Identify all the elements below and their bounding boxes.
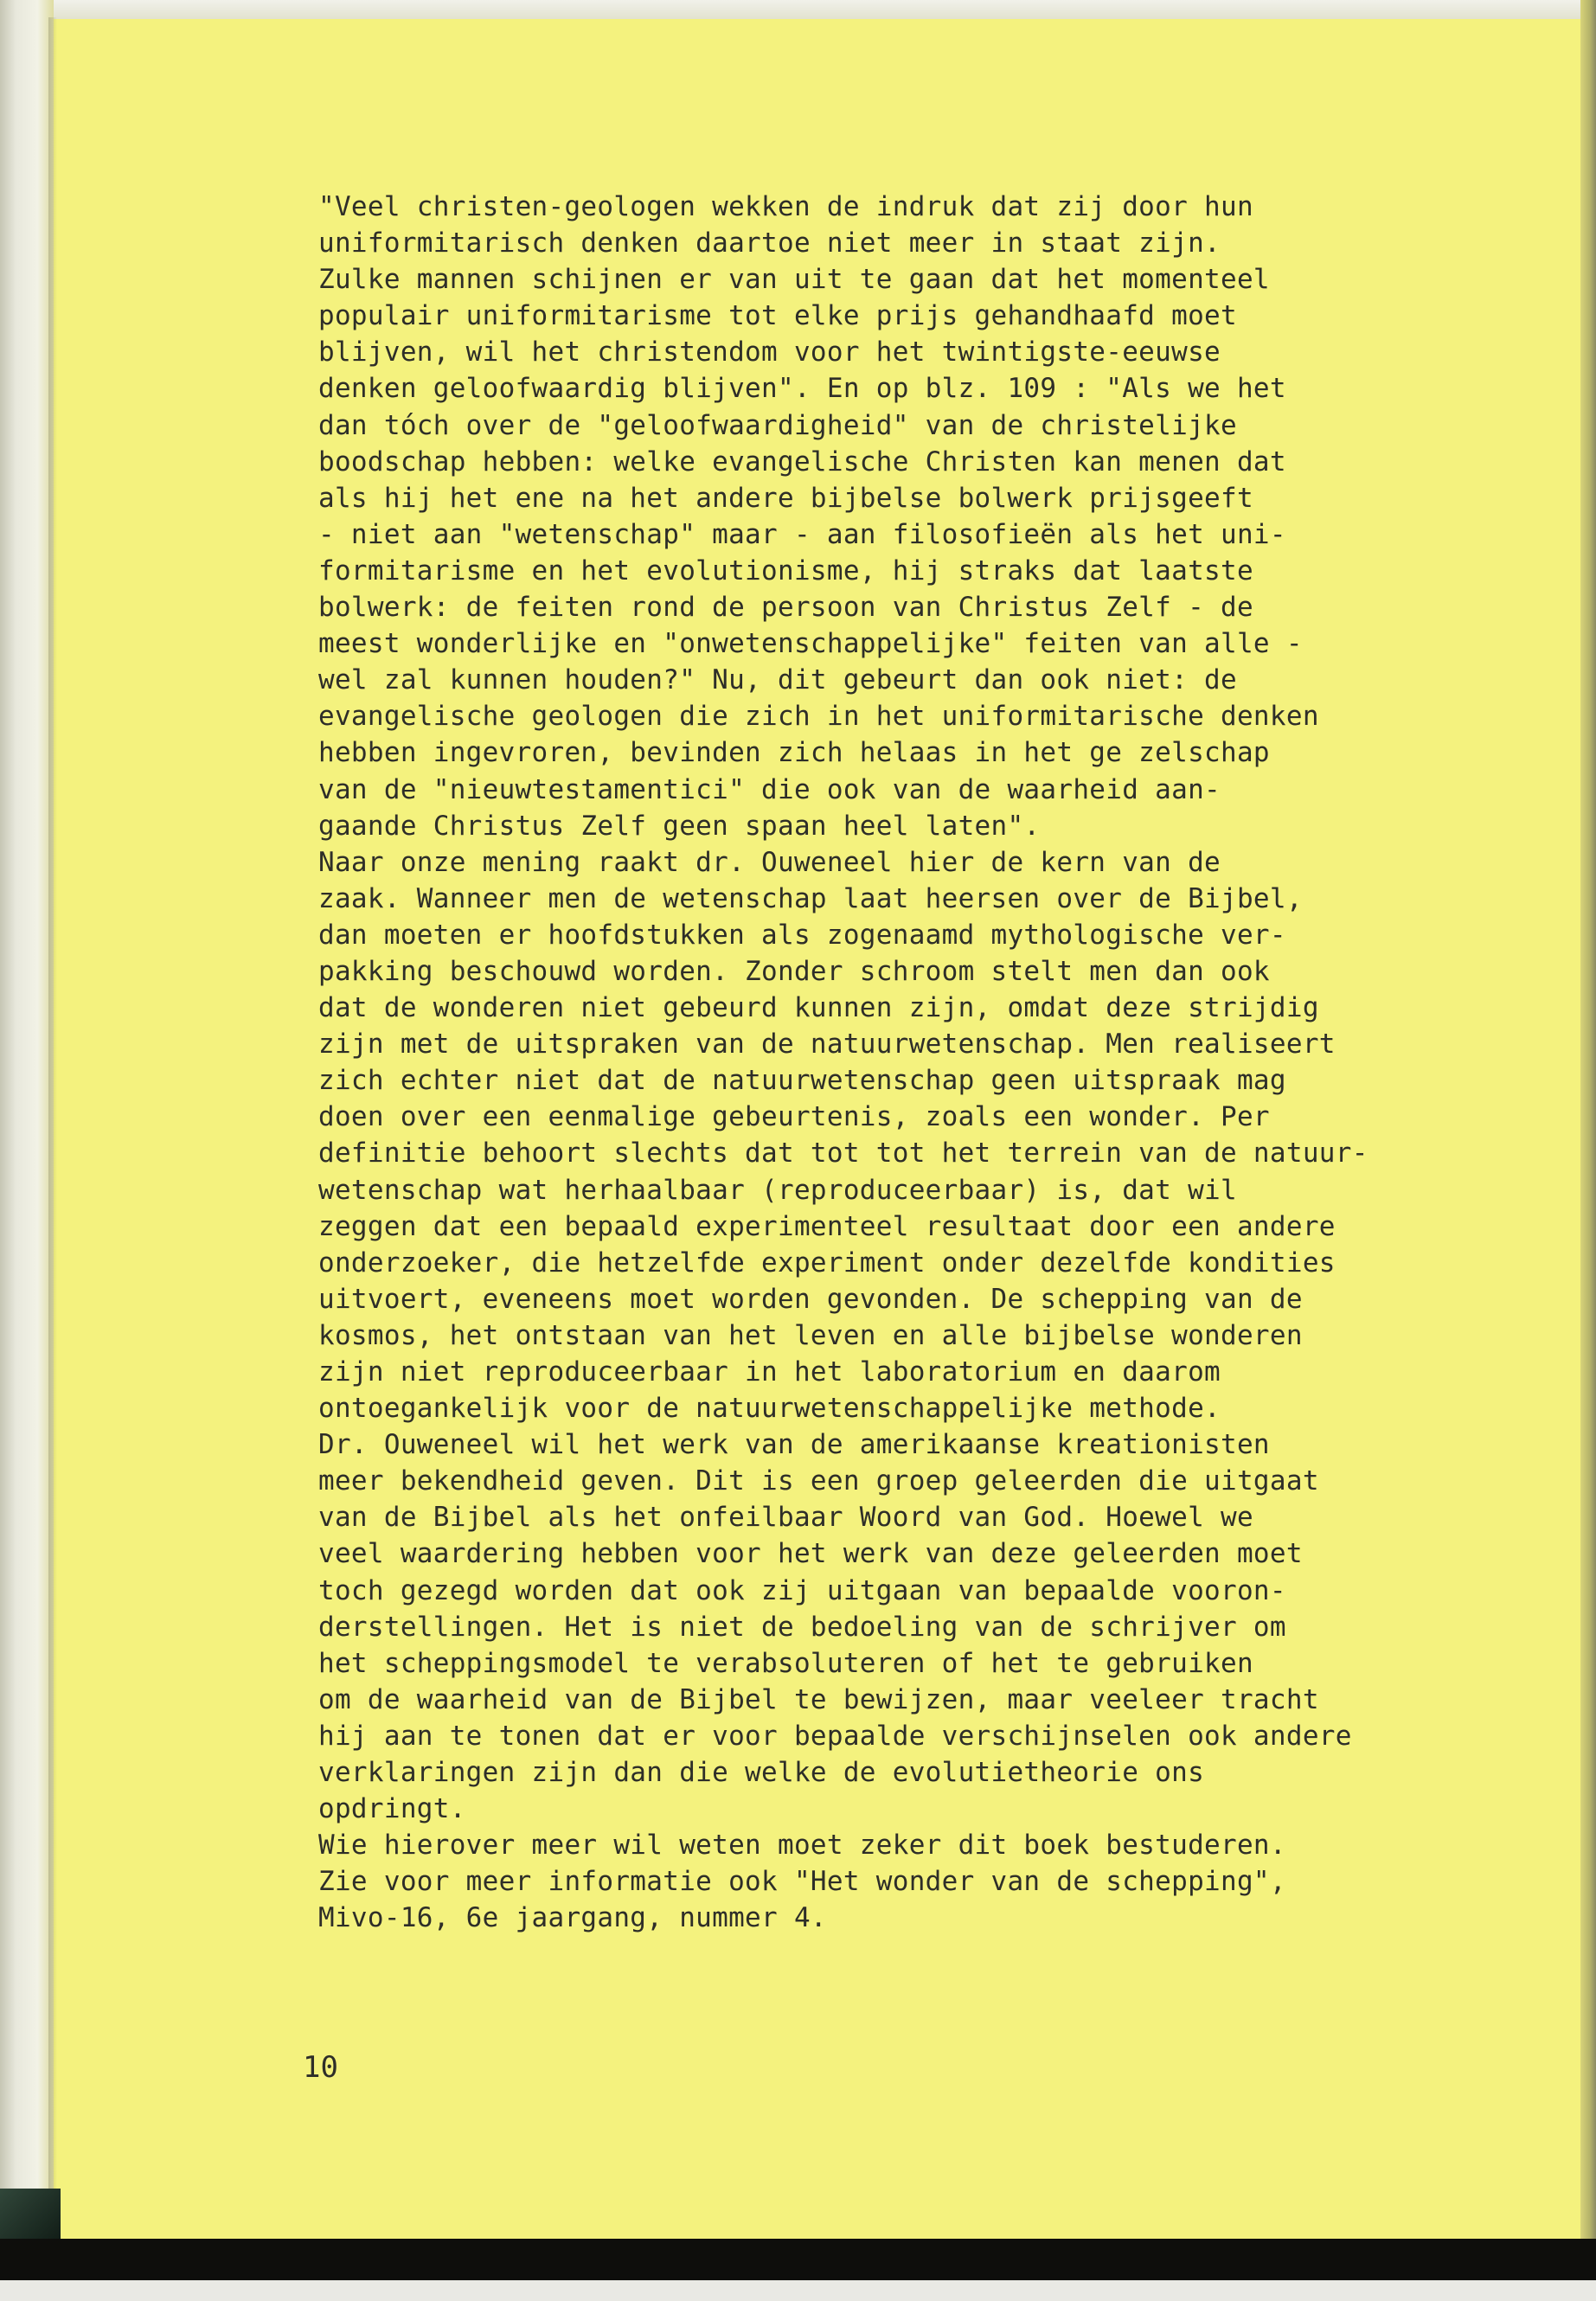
text-line: om de waarheid van de Bijbel te bewijzen, maar veeleer tracht	[318, 1683, 1319, 1715]
text-line: formitarisme en het evolutionisme, hij straks dat laatste	[318, 554, 1253, 586]
text-line: dan tóch over de "geloofwaardigheid" van de christelijke	[318, 409, 1237, 441]
text-line: Wie hierover meer wil weten moet zeker dit boek bestuderen.	[318, 1830, 1286, 1862]
text-line: dat de wonderen niet gebeurd kunnen zijn, omdat deze strijdig	[318, 992, 1319, 1024]
text-line: Zulke mannen schijnen er van uit te gaan dat het momenteel	[318, 264, 1270, 296]
text-line: uniformitarisch denken daartoe niet meer in staat zijn.	[318, 228, 1221, 260]
text-line: meest wonderlijke en "onwetenschappelijke" feiten van alle -	[318, 628, 1303, 660]
text-line: zijn met de uitspraken van de natuurwetenschap. Men realiseert	[318, 1029, 1336, 1061]
text-line: het scheppingsmodel te verabsoluteren of het te gebruiken	[318, 1647, 1253, 1679]
text-line: dan moeten er hoofdstukken als zogenaamd mythologische ver-	[318, 919, 1286, 951]
scan-bottom-edge	[0, 2280, 1596, 2301]
text-line: doen over een eenmalige gebeurtenis, zoals een wonder. Per	[318, 1101, 1270, 1133]
text-line: Mivo-16, 6e jaargang, nummer 4.	[318, 1902, 827, 1934]
text-line: - niet aan "wetenschap" maar - aan filosofieën als het uni-	[318, 518, 1286, 550]
text-line: van de "nieuwtestamentici" die ook van de waarheid aan-	[318, 773, 1221, 805]
scan-top-edge	[0, 0, 1596, 19]
page-number: 10	[303, 2050, 338, 2085]
text-line: verklaringen zijn dan die welke de evolutietheorie ons	[318, 1757, 1205, 1789]
text-line: Zie voor meer informatie ook "Het wonder van de schepping",	[318, 1866, 1286, 1898]
text-line: als hij het ene na het andere bijbelse bolwerk prijsgeeft	[318, 482, 1253, 514]
spine-shadow	[48, 17, 57, 2232]
text-line: kosmos, het ontstaan van het leven en alle bijbelse wonderen	[318, 1319, 1303, 1351]
text-line: boodschap hebben: welke evangelische Christen kan menen dat	[318, 445, 1286, 478]
text-line: zich echter niet dat de natuurwetenschap geen uitspraak mag	[318, 1065, 1286, 1097]
text-line: derstellingen. Het is niet de bedoeling van de schrijver om	[318, 1611, 1286, 1643]
text-line: wetenschap wat herhaalbaar (reproduceerbaar) is, dat wil	[318, 1174, 1237, 1206]
text-line: wel zal kunnen houden?" Nu, dit gebeurt dan ook niet: de	[318, 664, 1237, 696]
text-line: Dr. Ouweneel wil het werk van de amerikaanse kreationisten	[318, 1429, 1270, 1461]
text-line: zeggen dat een bepaald experimenteel resultaat door een andere	[318, 1210, 1336, 1242]
text-line: toch gezegd worden dat ook zij uitgaan van bepaalde vooron-	[318, 1574, 1286, 1606]
text-line: ontoegankelijk voor de natuurwetenschappelijke methode.	[318, 1393, 1221, 1425]
text-line: zijn niet reproduceerbaar in het laboratorium en daarom	[318, 1356, 1221, 1388]
text-line: populair uniformitarisme tot elke prijs gehandhaafd moet	[318, 300, 1237, 332]
text-line: veel waardering hebben voor het werk van deze geleerden moet	[318, 1538, 1303, 1570]
binding-edge	[0, 0, 54, 2301]
text-line: blijven, wil het christendom voor het twintigste-eeuwse	[318, 336, 1221, 369]
text-line: definitie behoort slechts dat tot tot het terrein van de natuur-	[318, 1138, 1368, 1170]
text-line: bolwerk: de feiten rond de persoon van Christus Zelf - de	[318, 592, 1253, 624]
text-line: hebben ingevroren, bevinden zich helaas in het ge zelschap	[318, 737, 1270, 769]
text-line: onderzoeker, die hetzelfde experiment onder dezelfde kondities	[318, 1247, 1336, 1279]
text-line: van de Bijbel als het onfeilbaar Woord van God. Hoewel we	[318, 1502, 1253, 1534]
text-line: "Veel christen-geologen wekken de indruk dat zij door hun	[318, 191, 1253, 222]
text-line: evangelische geologen die zich in het uniformitarische denken	[318, 701, 1319, 733]
typed-text-block	[318, 189, 1495, 1937]
text-line: uitvoert, eveneens moet worden gevonden. De schepping van de	[318, 1283, 1303, 1315]
scanner-bottom-band	[0, 2239, 1596, 2280]
text-line: meer bekendheid geven. Dit is een groep geleerden die uitgaat	[318, 1465, 1319, 1497]
page-right-edge	[1580, 0, 1596, 2301]
text-line: Naar onze mening raakt dr. Ouweneel hier de kern van de	[318, 846, 1221, 878]
text-line: pakking beschouwd worden. Zonder schroom stelt men dan ook	[318, 955, 1270, 987]
text-line: hij aan te tonen dat er voor bepaalde verschijnselen ook andere	[318, 1720, 1352, 1752]
text-line: gaande Christus Zelf geen spaan heel laten".	[318, 810, 1041, 842]
text-line: denken geloofwaardig blijven". En op blz. 109 : "Als we het	[318, 373, 1286, 405]
text-line: opdringt.	[318, 1793, 466, 1825]
text-line: zaak. Wanneer men de wetenschap laat heersen over de Bijbel,	[318, 882, 1303, 914]
